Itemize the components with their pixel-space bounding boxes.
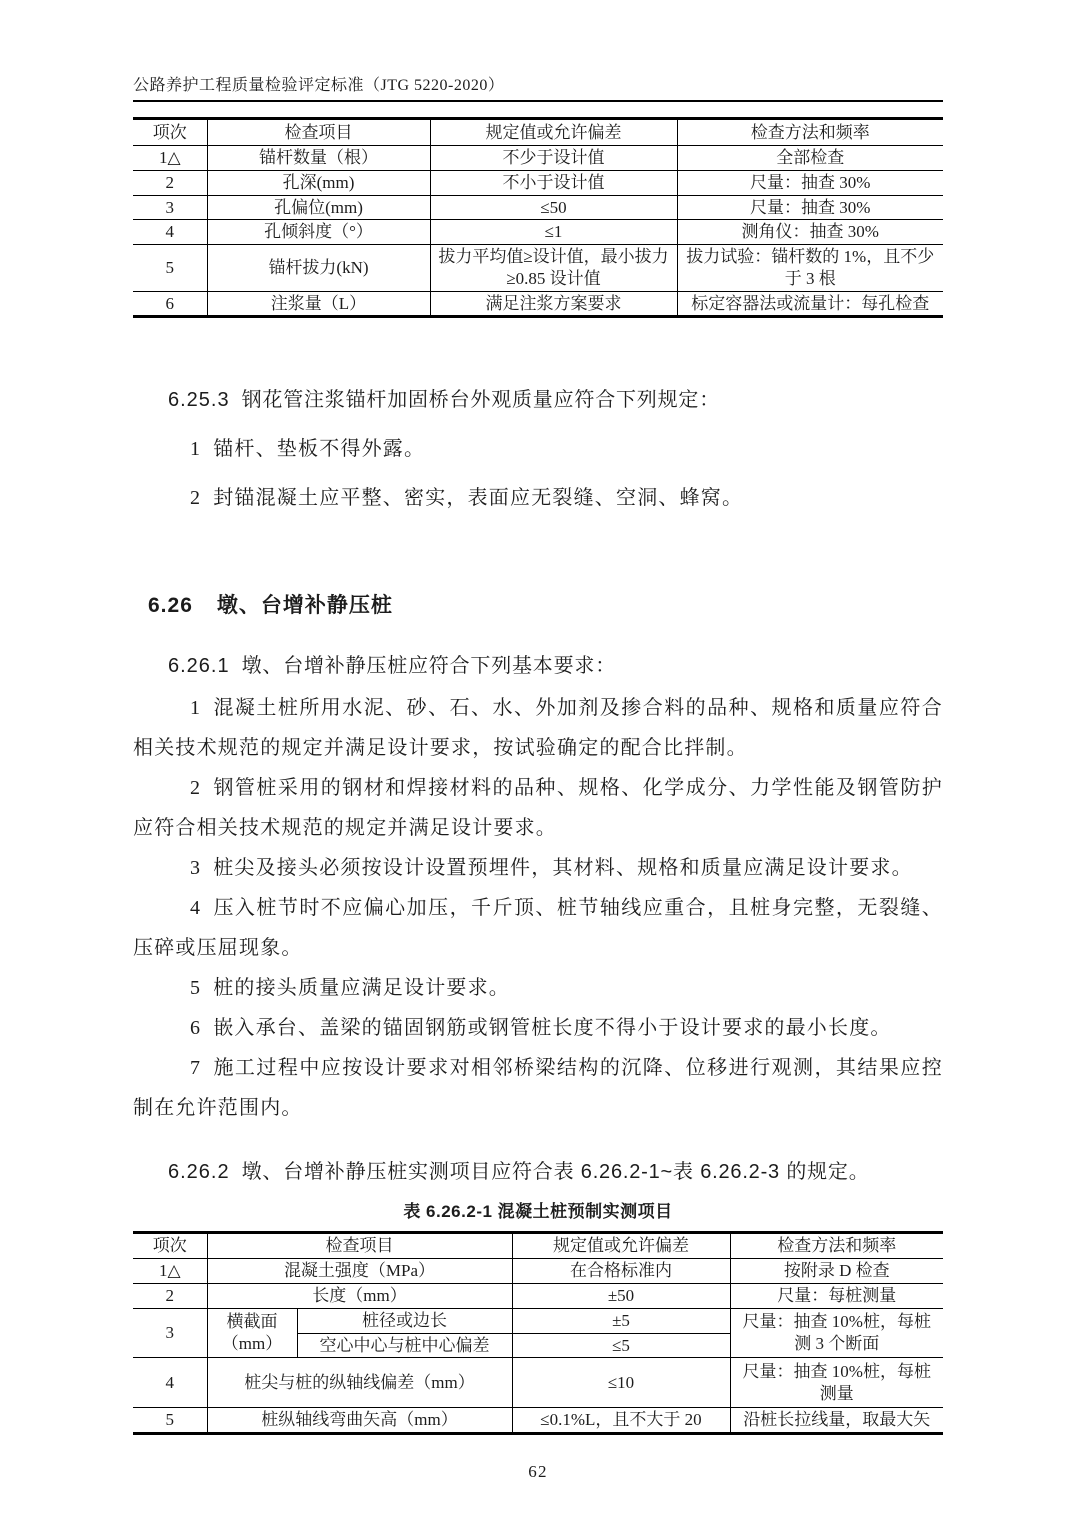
clause-6-25-3-items (133, 429, 943, 518)
table-row (133, 220, 943, 245)
table-cell: 3 (133, 195, 207, 220)
table-cell: 3 (133, 1308, 207, 1358)
clause-6-26-1-items (133, 688, 943, 1128)
column-header: 检查项目 (207, 119, 430, 146)
table-precast-concrete-pile-measured-items (133, 1231, 943, 1435)
list-item (133, 478, 943, 518)
clause-text: 墩、台增补静压桩应符合下列基本要求： (241, 655, 617, 678)
table-cell: 1△ (133, 146, 207, 171)
column-header: 项次 (133, 119, 207, 146)
page-number: 62 (528, 1462, 548, 1481)
list-item (133, 968, 943, 1008)
item-number: 6 (190, 1017, 202, 1040)
item-text: 锚杆、垫板不得外露。 (213, 438, 426, 461)
running-header-rule (133, 72, 943, 102)
table-row (133, 1233, 943, 1259)
table-cell: 横截面（mm） (207, 1308, 297, 1358)
table-cell: 满足注浆方案要求 (430, 291, 677, 317)
table-cell: 空心中心与桩中心偏差 (297, 1333, 512, 1358)
table-cell: 孔倾斜度（°） (207, 220, 430, 245)
clause-6-26-1 (133, 646, 943, 686)
item-text: 压入桩节时不应偏心加压，千斤顶、桩节轴线应重合，且桩身完整，无裂缝、压碎或压屈现象。 (133, 897, 943, 960)
table-cell: 尺量：抽查 30% (677, 170, 943, 195)
table-cell: 测角仪：抽查 30% (677, 220, 943, 245)
clause-text: 墩、台增补静压桩实测项目应符合表 6.26.2-1~表 6.26.2-3 的规定。 (241, 1161, 870, 1184)
table-row (133, 1284, 943, 1309)
clause-6-25-3 (133, 380, 943, 420)
table-cell: 尺量：每桩测量 (730, 1284, 943, 1309)
section-number: 6.26 (148, 594, 193, 618)
table-cell: 尺量：抽查 10%桩，每桩测 3 个断面 (730, 1308, 943, 1358)
list-item (133, 848, 943, 888)
table-cell: 全部检查 (677, 146, 943, 171)
table-cell: ≤0.1%L，且不大于 20 (512, 1408, 730, 1434)
clause-number: 6.25.3 (168, 389, 230, 412)
table-cell: 桩径或边长 (297, 1308, 512, 1333)
table-cell: ≤10 (512, 1358, 730, 1408)
table-cell: 锚杆拔力(kN) (207, 245, 430, 292)
list-item (133, 888, 943, 968)
column-header: 检查方法和频率 (677, 119, 943, 146)
column-header: 检查项目 (207, 1233, 512, 1259)
table-cell: 2 (133, 170, 207, 195)
table-cell: 尺量：抽查 10%桩，每桩测量 (730, 1358, 943, 1408)
item-number: 5 (190, 977, 202, 1000)
table-cell: 4 (133, 1358, 207, 1408)
clause-text: 钢花管注浆锚杆加固桥台外观质量应符合下列规定： (241, 389, 721, 412)
table-cell: 不小于设计值 (430, 170, 677, 195)
section-heading-6-26 (133, 586, 943, 626)
table-cell: 锚杆数量（根） (207, 146, 430, 171)
table-row (133, 170, 943, 195)
item-text: 桩尖及接头必须按设计设置预埋件，其材料、规格和质量应满足设计要求。 (213, 857, 913, 880)
page-content (133, 0, 943, 1483)
item-number: 7 (190, 1057, 202, 1080)
table-cell: ≤1 (430, 220, 677, 245)
table-row (133, 1259, 943, 1284)
table-cell: 拔力试验：锚杆数的 1%，且不少于 3 根 (677, 245, 943, 292)
table-cell: 尺量：抽查 30% (677, 195, 943, 220)
table-cell: 按附录 D 检查 (730, 1259, 943, 1284)
item-number: 1 (190, 697, 202, 720)
table-cell: ±50 (512, 1284, 730, 1309)
item-number: 1 (190, 438, 202, 461)
list-item (133, 1008, 943, 1048)
document-title: 公路养护工程质量检验评定标准（JTG 5220-2020） (133, 77, 505, 94)
table-cell: 不少于设计值 (430, 146, 677, 171)
table-row (133, 1408, 943, 1434)
list-item (133, 429, 943, 469)
table-cell: 在合格标准内 (512, 1259, 730, 1284)
item-number: 4 (190, 897, 202, 920)
table-row (133, 1308, 943, 1333)
table-cell: 桩纵轴线弯曲矢高（mm） (207, 1408, 512, 1434)
table-cell: ≤5 (512, 1333, 730, 1358)
table-cell: ≤50 (430, 195, 677, 220)
item-text: 桩的接头质量应满足设计要求。 (213, 977, 511, 1000)
running-header (133, 0, 943, 102)
list-item (133, 688, 943, 768)
clause-number: 6.26.1 (168, 655, 230, 678)
table-cell: 5 (133, 1408, 207, 1434)
item-text: 嵌入承台、盖梁的锚固钢筋或钢管桩长度不得小于设计要求的最小长度。 (213, 1017, 892, 1040)
table-cell: 沿桩长拉线量，取最大矢 (730, 1408, 943, 1434)
item-text: 钢管桩采用的钢材和焊接材料的品种、规格、化学成分、力学性能及钢管防护应符合相关技术规范的规定并满足设计要求。 (133, 777, 943, 840)
item-number: 2 (190, 777, 202, 800)
column-header: 项次 (133, 1233, 207, 1259)
column-header: 检查方法和频率 (730, 1233, 943, 1259)
table-row (133, 195, 943, 220)
table-cell: ±5 (512, 1308, 730, 1333)
table-anchor-bolt-measured-items (133, 117, 943, 318)
item-text: 施工过程中应按设计要求对相邻桥梁结构的沉降、位移进行观测，其结果应控制在允许范围内。 (133, 1057, 943, 1120)
table-cell: 标定容器法或流量计：每孔检查 (677, 291, 943, 317)
item-text: 混凝土桩所用水泥、砂、石、水、外加剂及掺合料的品种、规格和质量应符合相关技术规范的规定并满足设计要求，按试验确定的配合比拌制。 (133, 697, 943, 760)
column-header: 规定值或允许偏差 (512, 1233, 730, 1259)
list-item (133, 1048, 943, 1128)
table-cell: 1△ (133, 1259, 207, 1284)
table-cell: 孔偏位(mm) (207, 195, 430, 220)
table-6-26-2-1-caption: 表 6.26.2-1 混凝土桩预制实测项目 (403, 1202, 673, 1222)
table-cell: 长度（mm） (207, 1284, 512, 1309)
table-cell: 2 (133, 1284, 207, 1309)
table-row (133, 119, 943, 146)
section-title: 墩、台增补静压桩 (216, 594, 393, 618)
clause-6-26-2 (133, 1152, 943, 1192)
clause-number: 6.26.2 (168, 1161, 230, 1184)
table-cell: 孔深(mm) (207, 170, 430, 195)
table-cell: 5 (133, 245, 207, 292)
table-cell: 4 (133, 220, 207, 245)
table-cell: 拔力平均值≥设计值，最小拔力≥0.85 设计值 (430, 245, 677, 292)
table-row (133, 1358, 943, 1408)
item-text: 封锚混凝土应平整、密实，表面应无裂缝、空洞、蜂窝。 (213, 487, 744, 510)
item-number: 3 (190, 857, 202, 880)
table-row (133, 245, 943, 292)
table-cell: 注浆量（L） (207, 291, 430, 317)
item-number: 2 (190, 487, 202, 510)
table-cell: 混凝土强度（MPa） (207, 1259, 512, 1284)
list-item (133, 768, 943, 848)
table-row (133, 146, 943, 171)
table-cell: 6 (133, 291, 207, 317)
column-header: 规定值或允许偏差 (430, 119, 677, 146)
table-cell: 桩尖与桩的纵轴线偏差（mm） (207, 1358, 512, 1408)
table-row (133, 291, 943, 317)
